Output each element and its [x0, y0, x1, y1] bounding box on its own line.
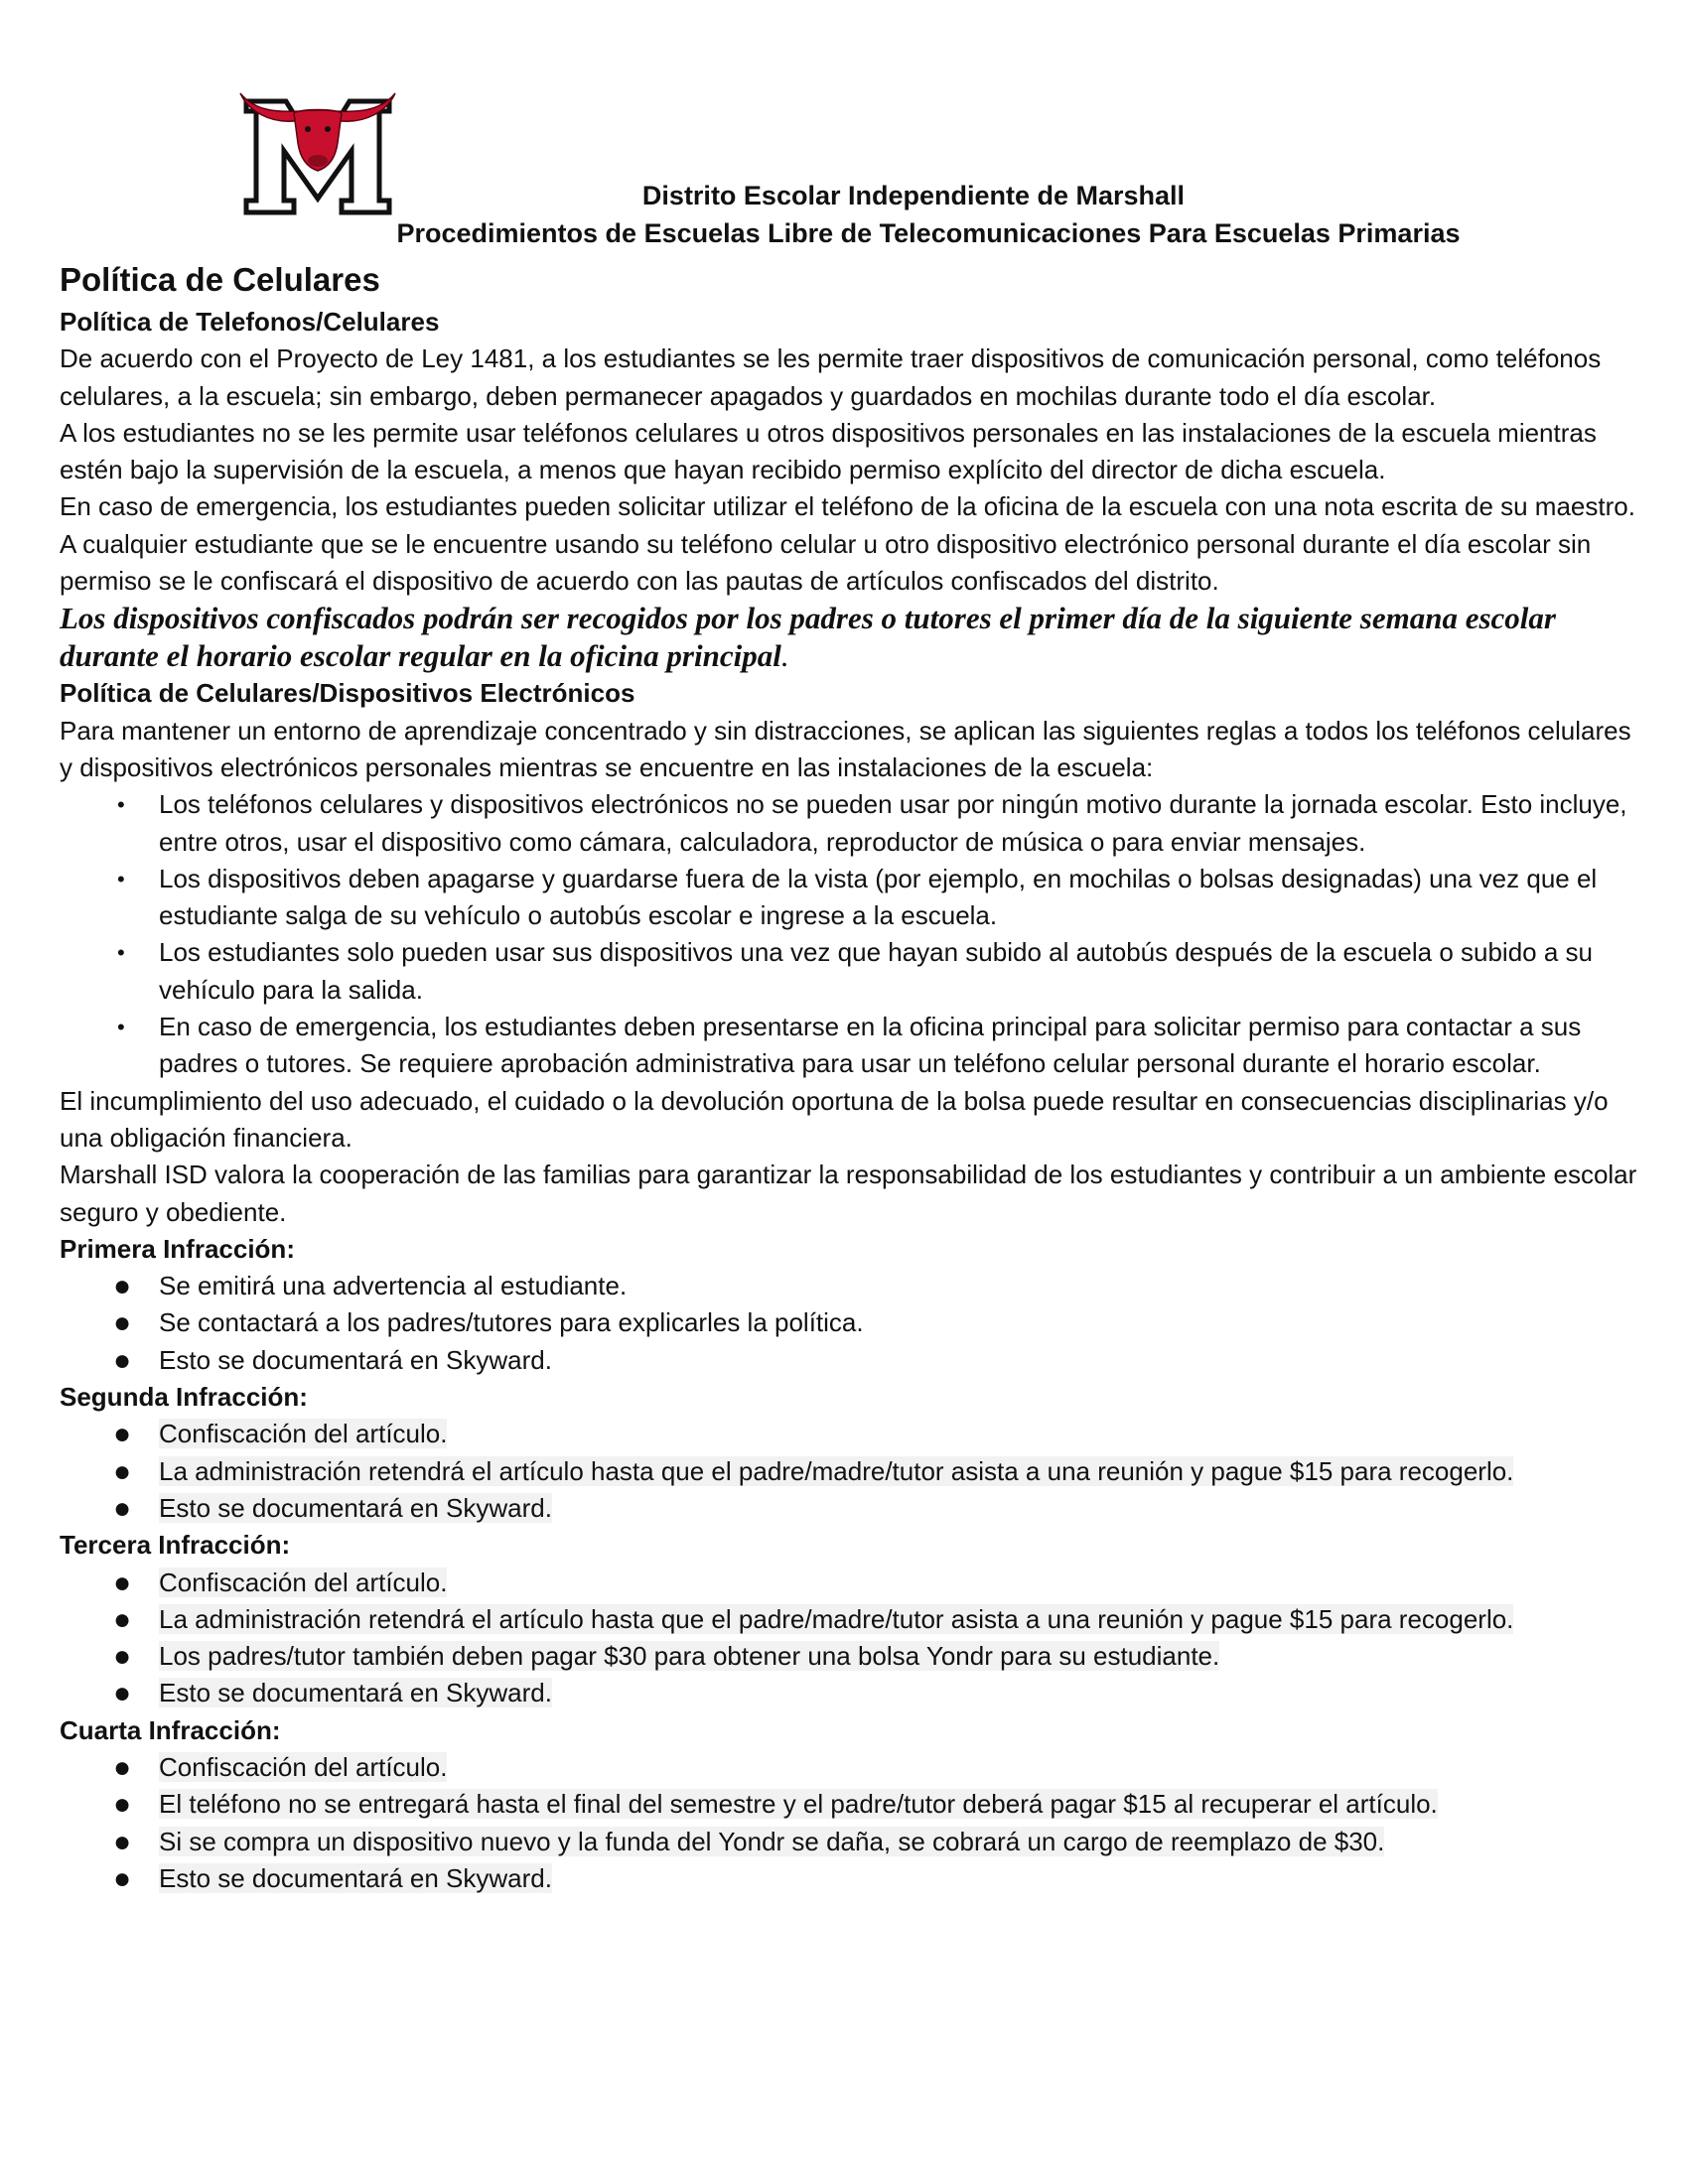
- list-item-text: Esto se documentará en Skyward.: [159, 1344, 552, 1375]
- document-subtitle: Procedimientos de Escuelas Libre de Telecomunicaciones Para Escuelas Primarias: [396, 218, 1461, 248]
- list-item-text: Esto se documentará en Skyward.: [159, 1678, 552, 1708]
- list-item: [60, 1786, 1648, 1823]
- bullet-icon: ●: [113, 1270, 132, 1303]
- bullet-icon: ●: [113, 1343, 132, 1377]
- list-item: [60, 1453, 1648, 1490]
- list-item: [60, 934, 1648, 1009]
- pickup-note-text: Los dispositivos confiscados podrán ser recogidos por los padres o tutores el primer día de la siguiente semana escolar durante el horario escolar regular en la oficina principal: [60, 601, 1556, 674]
- list-item-text: La administración retendrá el artículo hasta que el padre/madre/tutor asista a una reunión y pague $15 para recogerlo.: [159, 1603, 1514, 1634]
- bullet-icon: ●: [113, 1861, 132, 1895]
- list-item: [60, 1601, 1648, 1638]
- pickup-note-end: .: [780, 638, 789, 674]
- list-item: [60, 1268, 1648, 1304]
- list-item: [60, 1860, 1648, 1897]
- list-item: [60, 1009, 1648, 1083]
- phones-policy-heading: Política de Telefonos/Celulares: [60, 307, 440, 337]
- list-item: [60, 786, 1648, 861]
- infraction-title: Segunda Infracción:: [60, 1382, 308, 1413]
- list-item-text: Si se compra un dispositivo nuevo y la funda del Yondr se daña, se cobrará un cargo de reemplazo de $30.: [159, 1826, 1385, 1856]
- bullet-icon: ●: [113, 1306, 132, 1340]
- paragraph: Para mantener un entorno de aprendizaje concentrado y sin distracciones, se aplican las siguientes reglas a todos los teléfonos celulares y dispositivos electrónicos personales mientras se encuentre en las instalaciones de la escuela:: [60, 715, 1631, 782]
- list-item-text: Se contactará a los padres/tutores para explicarles la política.: [159, 1307, 864, 1338]
- bullet-icon: •: [117, 940, 125, 966]
- list-item-text: La administración retendrá el artículo hasta que el padre/madre/tutor asista a una reunión y pague $15 para recogerlo.: [159, 1455, 1514, 1486]
- devices-policy-heading: Política de Celulares/Dispositivos Electrónicos: [60, 678, 635, 709]
- bullet-icon: •: [117, 792, 125, 818]
- infraction-title: Primera Infracción:: [60, 1233, 295, 1264]
- logo-letter: M: [238, 81, 239, 82]
- list-item-text: Esto se documentará en Skyward.: [159, 1492, 552, 1523]
- list-item: [60, 1749, 1648, 1786]
- pickup-note: [60, 600, 1648, 675]
- list-item-text: Los estudiantes solo pueden usar sus dispositivos una vez que hayan subido al autobús después de la escuela o subido a su vehículo para la salida.: [159, 937, 1593, 1005]
- list-item: [60, 861, 1648, 935]
- infraction-list: [60, 1749, 1648, 1897]
- infraction-title: Cuarta Infracción:: [60, 1714, 281, 1745]
- document-body: [60, 256, 1648, 1897]
- list-item-text: Esto se documentará en Skyward.: [159, 1862, 552, 1893]
- bullet-icon: ●: [113, 1602, 132, 1636]
- infraction-list: [60, 1565, 1648, 1712]
- list-item: [60, 1416, 1648, 1452]
- list-item-text: Confiscación del artículo.: [159, 1419, 448, 1449]
- list-item-text: Los teléfonos celulares y dispositivos electrónicos no se pueden usar por ningún motivo durante la jornada escolar. Esto incluye, entre otros, usar el dispositivo como cámara, calculadora, reproductor de música o para enviar mensajes.: [159, 789, 1627, 857]
- list-item-text: Los padres/tutor también deben pagar $30 para obtener una bolsa Yondr para su estudiante.: [159, 1641, 1220, 1672]
- infraction-list: [60, 1268, 1648, 1379]
- list-item: [60, 1304, 1648, 1341]
- paragraph: En caso de emergencia, los estudiantes pueden solicitar utilizar el teléfono de la oficina de la escuela con una nota escrita de su maestro.: [60, 491, 1635, 522]
- list-item: [60, 1342, 1648, 1379]
- list-item-text: Confiscación del artículo.: [159, 1567, 448, 1597]
- bullet-icon: ●: [113, 1491, 132, 1525]
- bullet-icon: ●: [113, 1418, 132, 1451]
- rules-list: [60, 786, 1648, 1082]
- paragraph: A los estudiantes no se les permite usar teléfonos celulares u otros dispositivos personales en las instalaciones de la escuela mientras estén bajo la supervisión de la escuela, a menos que hayan recibido permiso explícito del director de dicha escuela.: [60, 417, 1597, 485]
- bullet-icon: •: [117, 866, 125, 891]
- paragraph: Marshall ISD valora la cooperación de las familias para garantizar la responsabilidad de los estudiantes y contribuir a un ambiente escolar seguro y obediente.: [60, 1160, 1637, 1227]
- paragraph: El incumplimiento del uso adecuado, el cuidado o la devolución oportuna de la bolsa puede resultar en consecuencias disciplinarias y/o una obligación financiera.: [60, 1085, 1609, 1153]
- infraction-title: Tercera Infracción:: [60, 1530, 291, 1561]
- bullet-icon: •: [117, 1015, 125, 1040]
- bullet-icon: ●: [113, 1788, 132, 1822]
- bullet-icon: ●: [113, 1750, 132, 1784]
- list-item: [60, 1824, 1648, 1860]
- bullet-icon: ●: [113, 1566, 132, 1599]
- list-item-text: Se emitirá una advertencia al estudiante.: [159, 1271, 628, 1301]
- list-item: [60, 1638, 1648, 1675]
- paragraph: A cualquier estudiante que se le encuentre usando su teléfono celular u otro dispositivo electrónico personal durante el día escolar sin permiso se le confiscará el dispositivo de acuerdo con las pautas de artículos confiscados del distrito.: [60, 528, 1592, 597]
- list-item-text: En caso de emergencia, los estudiantes deben presentarse en la oficina principal para solicitar permiso para contactar a sus padres o tutores. Se requiere aprobación administrativa para usar un teléfono celular personal durante el horario escolar.: [159, 1012, 1582, 1079]
- bullet-icon: ●: [113, 1640, 132, 1674]
- district-name: Distrito Escolar Independiente de Marshall: [641, 181, 1186, 210]
- infraction-list: [60, 1416, 1648, 1527]
- list-item: [60, 1565, 1648, 1601]
- bullet-icon: ●: [113, 1677, 132, 1710]
- bullet-icon: ●: [113, 1454, 132, 1488]
- paragraph: De acuerdo con el Proyecto de Ley 1481, a los estudiantes se les permite traer dispositivos de comunicación personal, como teléfonos celulares, a la escuela; sin embargo, deben permanecer apagados y guardados en mochilas durante todo el día escolar.: [60, 343, 1602, 411]
- list-item: [60, 1675, 1648, 1711]
- list-item-text: Los dispositivos deben apagarse y guardarse fuera de la vista (por ejemplo, en mochilas o bolsas designadas) una vez que el estudiante salga de su vehículo o autobús escolar e ingrese a la escuela.: [159, 863, 1598, 931]
- bullet-icon: ●: [113, 1825, 132, 1858]
- section-title: Política de Celulares: [60, 261, 380, 298]
- list-item-text: El teléfono no se entregará hasta el final del semestre y el padre/tutor deberá pagar $15 al recuperar el artículo.: [159, 1789, 1438, 1820]
- list-item: [60, 1490, 1648, 1527]
- list-item-text: Confiscación del artículo.: [159, 1751, 448, 1782]
